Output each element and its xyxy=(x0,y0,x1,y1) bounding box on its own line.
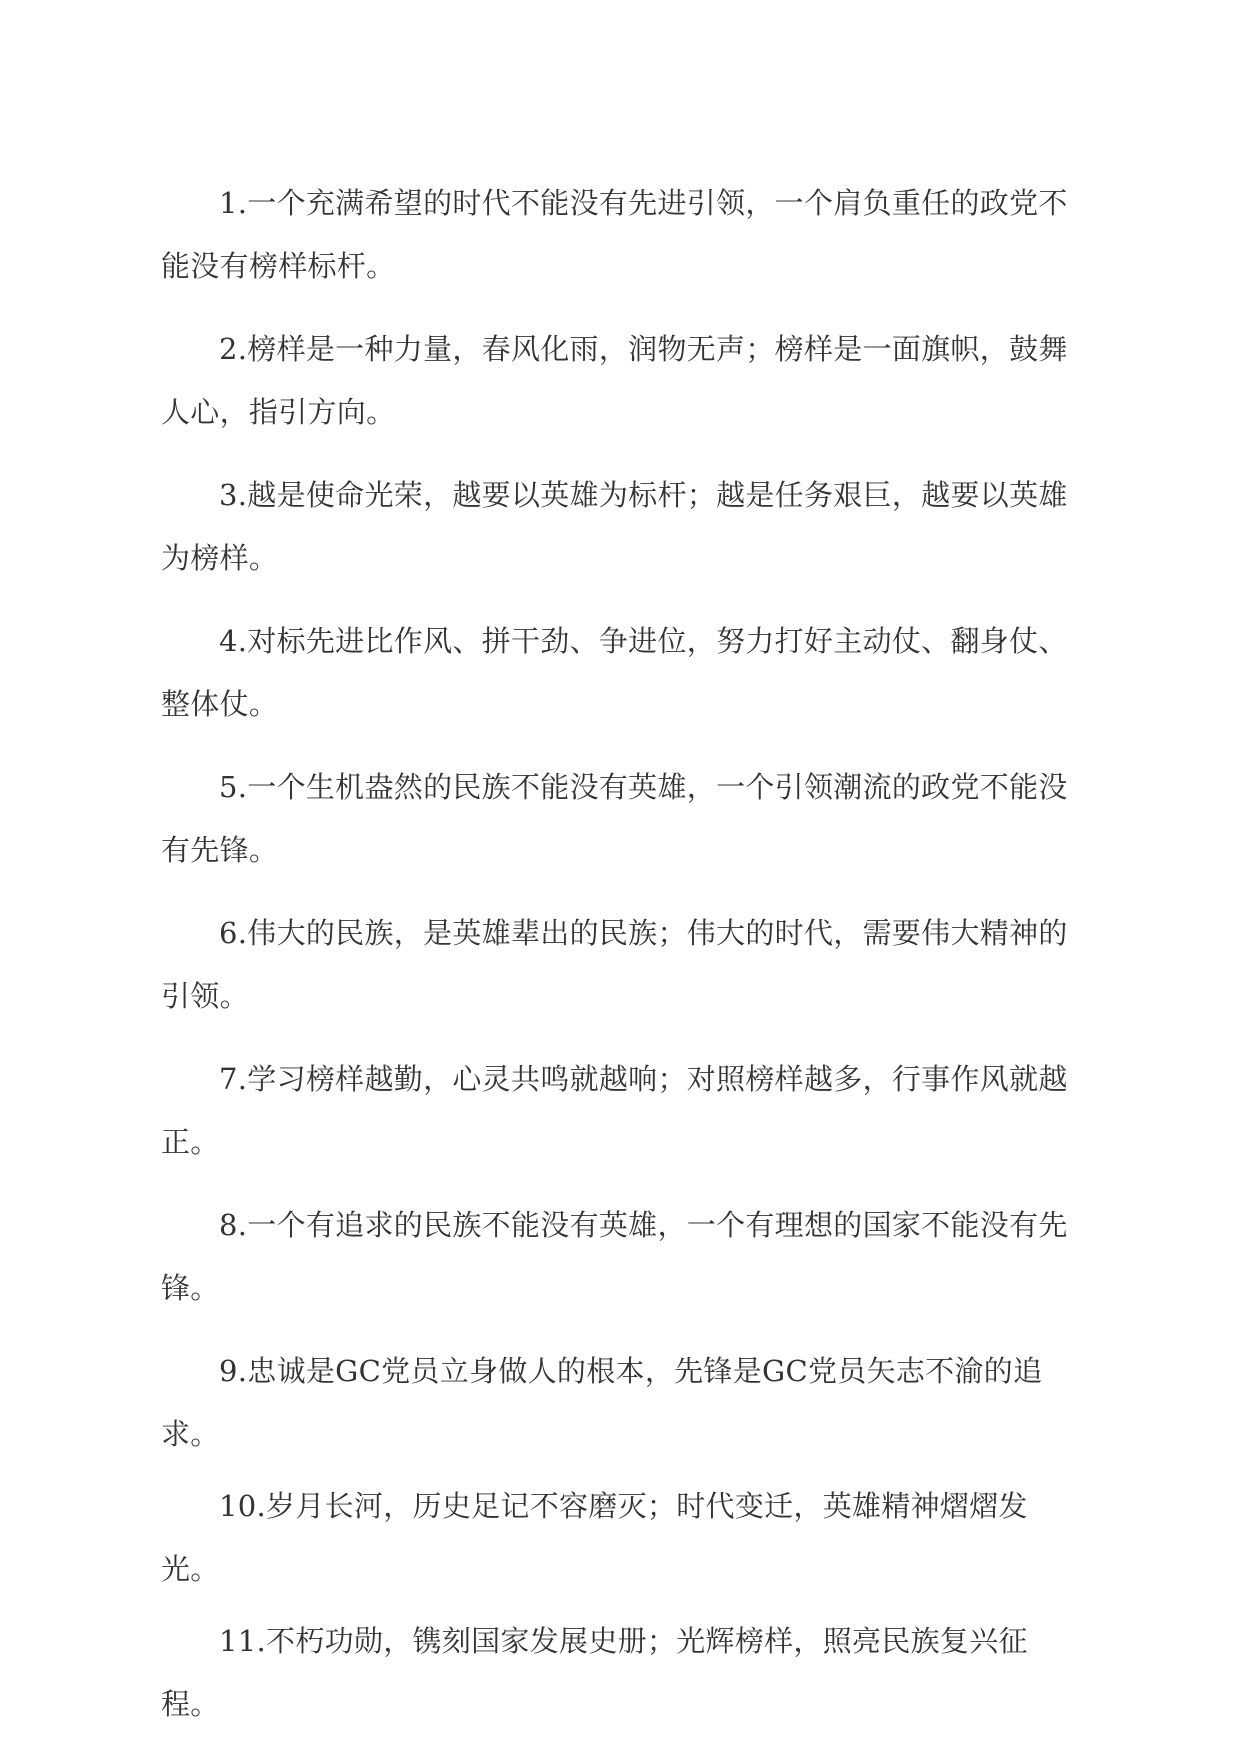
paragraph-4: 4.对标先进比作风、拼干劲、争进位，努力打好主动仗、翻身仗、整体仗。 xyxy=(161,624,1068,721)
paragraph-2: 2.榜样是一种力量，春风化雨，润物无声；榜样是一面旗帜，鼓舞人心，指引方向。 xyxy=(161,332,1068,429)
paragraph-6: 6.伟大的民族，是英雄辈出的民族；伟大的时代，需要伟大精神的引领。 xyxy=(161,916,1068,1013)
paragraph-1: 1.一个充满希望的时代不能没有先进引领，一个肩负重任的政党不能没有榜样标杆。 xyxy=(161,186,1068,283)
paragraph-9: 9.忠诚是GC党员立身做人的根本，先锋是GC党员矢志不渝的追求。 xyxy=(161,1354,1043,1451)
paragraph-11: 11.不朽功勋，镌刻国家发展史册；光辉榜样，照亮民族复兴征程。 xyxy=(161,1624,1028,1721)
paragraph-5: 5.一个生机盎然的民族不能没有英雄，一个引领潮流的政党不能没有先锋。 xyxy=(161,770,1068,867)
paragraph-3: 3.越是使命光荣，越要以英雄为标杆；越是任务艰巨，越要以英雄为榜样。 xyxy=(161,478,1068,575)
paragraph-8: 8.一个有追求的民族不能没有英雄，一个有理想的国家不能没有先锋。 xyxy=(161,1208,1068,1305)
paragraph-7: 7.学习榜样越勤，心灵共鸣就越响；对照榜样越多，行事作风就越正。 xyxy=(161,1062,1068,1159)
paragraph-10: 10.岁月长河，历史足记不容磨灭；时代变迁，英雄精神熠熠发光。 xyxy=(161,1489,1028,1586)
document-body xyxy=(161,172,1073,1745)
